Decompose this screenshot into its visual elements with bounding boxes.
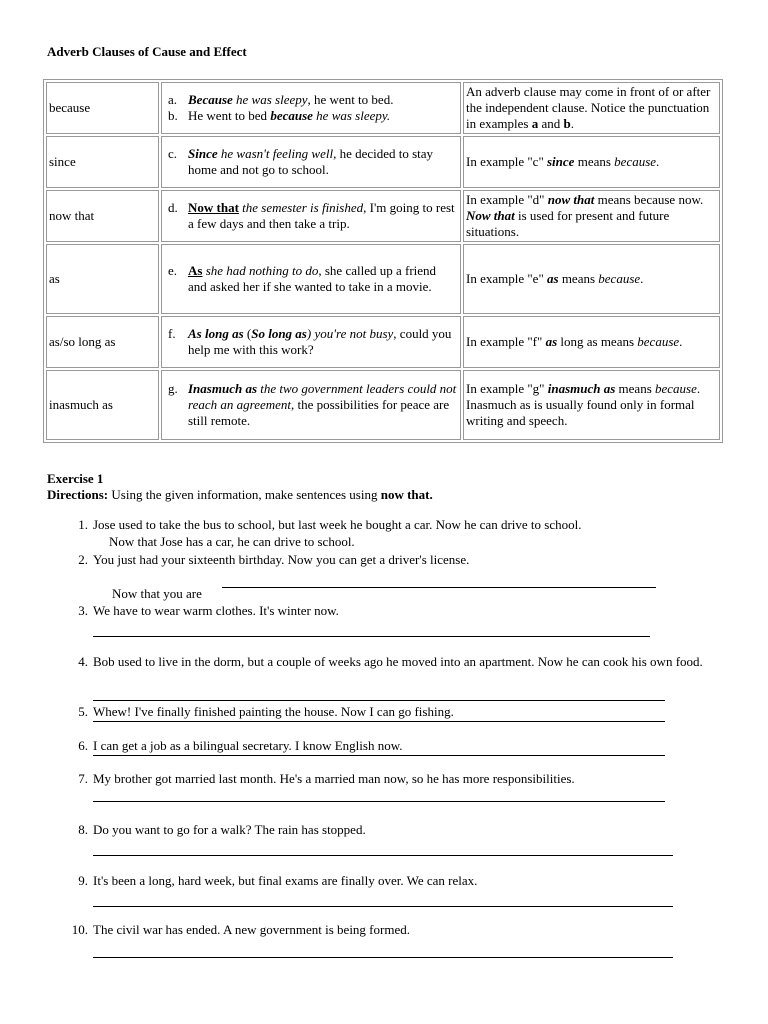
exercise-header — [47, 471, 433, 503]
keyword: Now that — [188, 200, 239, 215]
item-number: 10. — [71, 922, 88, 937]
answer-line[interactable] — [93, 721, 665, 722]
example-letter: e. — [168, 263, 178, 278]
adverb-clause-table — [43, 79, 723, 443]
conjunction-cell: since — [46, 136, 159, 188]
note-text: long as means — [557, 334, 638, 349]
item-number: 4. — [78, 654, 88, 669]
note-text: means — [558, 271, 599, 286]
note-text: because — [614, 154, 657, 169]
note-text: b — [563, 116, 571, 131]
keyword: Inasmuch as — [188, 381, 257, 396]
note-text: . — [640, 271, 644, 286]
item-text: Whew! I've finally finished painting the house. Now I can go fishing. — [93, 704, 454, 719]
directions-keyword: now that. — [380, 487, 433, 502]
example-cell — [161, 82, 461, 134]
keyword: Since — [188, 146, 218, 161]
clause-text: , I'm going to rest a few days and then take a trip. — [188, 200, 455, 231]
keyword: As — [188, 263, 203, 278]
clause-text: ( — [243, 326, 252, 341]
note-cell — [463, 190, 720, 242]
clause-text: the two government leaders could not reach an agreement — [188, 381, 457, 412]
note-text: . — [656, 154, 660, 169]
clause-text: he wasn't feeling well — [217, 146, 334, 161]
answer-line[interactable] — [222, 587, 656, 588]
example-cell — [161, 370, 461, 440]
page-title: Adverb Clauses of Cause and Effect — [47, 44, 247, 59]
note-text: now that — [547, 192, 595, 207]
clause-text: , the possibilities for peace are still remote. — [188, 397, 450, 428]
table-row — [46, 244, 720, 314]
table-row — [46, 370, 720, 440]
note-text: as — [545, 334, 558, 349]
example-letter: d. — [168, 200, 178, 215]
clause-text: he was sleepy. — [312, 108, 391, 123]
note-cell — [463, 136, 720, 188]
note-text: because — [598, 271, 641, 286]
keyword: As long as — [188, 326, 244, 341]
example-letter: b. — [168, 108, 178, 123]
conjunction-cell: now that — [46, 190, 159, 242]
note-text: In example "f" — [466, 334, 546, 349]
item-number: 9. — [78, 873, 88, 888]
note-cell — [463, 82, 720, 134]
table-row — [46, 136, 720, 188]
item-number: 1. — [78, 517, 88, 532]
example-letter: c. — [168, 146, 178, 161]
answer-line[interactable] — [93, 636, 650, 637]
item-number: 5. — [78, 704, 88, 719]
note-text: means because now. — [594, 192, 704, 207]
answer-line[interactable] — [93, 755, 665, 756]
example-cell — [161, 244, 461, 314]
answer-line[interactable] — [93, 957, 673, 958]
example-letter: a. — [168, 92, 178, 107]
exercise-directions — [47, 487, 433, 503]
item-text: We have to wear warm clothes. It's winter now. — [93, 603, 339, 618]
note-cell — [463, 370, 720, 440]
note-text: . Inasmuch as is usually found only in formal writing and speech. — [466, 381, 701, 428]
note-text: since — [547, 154, 575, 169]
note-text: In example "e" — [466, 271, 547, 286]
exercise-heading: Exercise 1 — [47, 471, 104, 486]
item-number: 7. — [78, 771, 88, 786]
clause-text: He went to bed — [188, 108, 271, 123]
note-text: . — [570, 116, 574, 131]
clause-text: , she called up a friend and asked her if she wanted to take in a movie. — [188, 263, 437, 294]
item-text: Do you want to go for a walk? The rain has stopped. — [93, 822, 366, 837]
conjunction-cell: as/so long as — [46, 316, 159, 368]
answer-line[interactable] — [93, 801, 665, 802]
conjunction-cell: inasmuch as — [46, 370, 159, 440]
table-row — [46, 190, 720, 242]
note-text: a — [531, 116, 539, 131]
keyword: So long as — [251, 326, 307, 341]
item-text: You just had your sixteenth birthday. Now you can get a driver's license. — [93, 552, 470, 567]
note-text: is used for present and future situations. — [466, 208, 670, 239]
answer-line[interactable] — [93, 855, 673, 856]
note-text: An adverb clause may come in front of or after the independent clause. Notice the punctuation in examples — [466, 84, 711, 131]
item-text: It's been a long, hard week, but final exams are finally over. We can relax. — [93, 873, 478, 888]
item-text: My brother got married last month. He's a married man now, so he has more responsibilities. — [93, 771, 575, 786]
note-cell — [463, 244, 720, 314]
note-cell — [463, 316, 720, 368]
note-text: as — [547, 271, 559, 286]
table-row — [46, 82, 720, 134]
clause-text: the semester is finished — [238, 200, 364, 215]
note-text: means — [574, 154, 615, 169]
item-text: Jose used to take the bus to school, but last week he bought a car. Now he can drive to school. — [93, 517, 582, 532]
clause-text: ) you're not busy — [306, 326, 394, 341]
example-letter: g. — [168, 381, 178, 396]
clause-text: he was sleepy — [232, 92, 308, 107]
item-number: 6. — [78, 738, 88, 753]
item-text: Bob used to live in the dorm, but a couple of weeks ago he moved into an apartment. Now he can cook his own food. — [93, 654, 703, 669]
clause-text: , he decided to stay home and not go to school. — [188, 146, 434, 177]
conjunction-cell: because — [46, 82, 159, 134]
answer-prompt: Now that you are — [112, 586, 202, 601]
clause-text: , could you help me with this work? — [188, 326, 452, 357]
note-text: means — [615, 381, 656, 396]
clause-text: she had nothing to do — [202, 263, 319, 278]
table-row — [46, 316, 720, 368]
note-text: . — [679, 334, 683, 349]
note-text: because — [655, 381, 697, 396]
example-letter: f. — [168, 326, 176, 341]
note-text: In example "d" — [466, 192, 548, 207]
item-text: I can get a job as a bilingual secretary. I know English now. — [93, 738, 403, 753]
clause-text: , he went to bed. — [307, 92, 394, 107]
note-text: because — [637, 334, 680, 349]
item-text: The civil war has ended. A new government is being formed. — [93, 922, 410, 937]
example-cell — [161, 136, 461, 188]
item-number: 3. — [78, 603, 88, 618]
example-cell — [161, 190, 461, 242]
note-text: inasmuch as — [547, 381, 616, 396]
answer-line[interactable] — [93, 700, 665, 701]
note-text: In example "g" — [466, 381, 548, 396]
conjunction-cell: as — [46, 244, 159, 314]
keyword: because — [270, 108, 313, 123]
directions-text: Using the given information, make sentences using — [108, 487, 381, 502]
item-number: 2. — [78, 552, 88, 567]
note-text: Now that — [466, 208, 515, 223]
example-cell — [161, 316, 461, 368]
answer-line[interactable] — [93, 906, 673, 907]
keyword: Because — [188, 92, 233, 107]
item-number: 8. — [78, 822, 88, 837]
note-text: In example "c" — [466, 154, 547, 169]
directions-label: Directions: — [47, 487, 109, 502]
example-answer: Now that Jose has a car, he can drive to school. — [109, 534, 355, 549]
note-text: and — [538, 116, 564, 131]
